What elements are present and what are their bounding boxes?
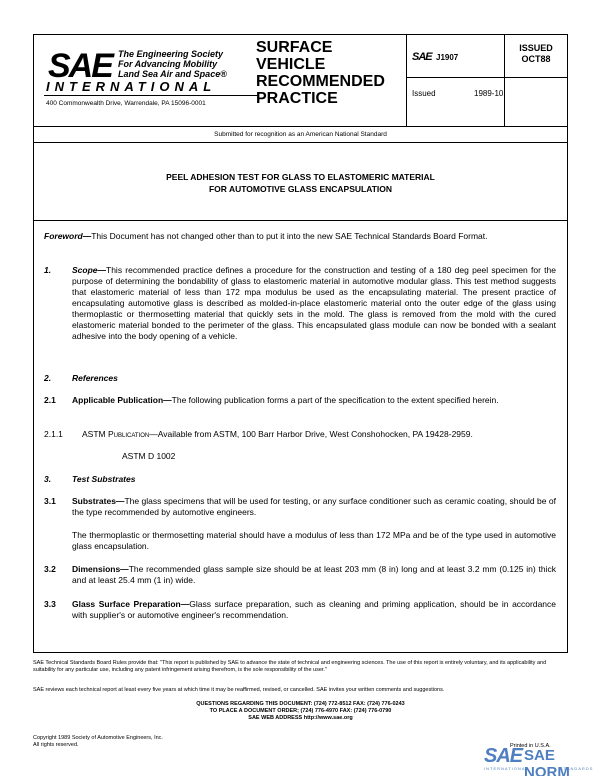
- document-frame: [33, 34, 568, 653]
- document-type: SURFACE VEHICLE RECOMMENDED PRACTICE: [256, 39, 385, 107]
- issued-header: ISSUED OCT88: [519, 43, 553, 64]
- section-number: 2.1: [44, 395, 56, 405]
- printed-note: Printed in U.S.A.: [510, 743, 551, 749]
- section-number: 3.2: [44, 564, 56, 574]
- submitted-note: Submitted for recognition as an American National Standard: [214, 131, 387, 138]
- astm-reference-item: ASTM D 1002: [122, 451, 176, 461]
- board-rules: SAE Technical Standards Board Rules provide that: "This report is published by SAE to advance the state of technical and engineering sciences. The use of this report is entirely voluntary, and its applicability and suitability for any particular use, including any patent infringement arising therefrom, is the sole responsibility of the user.": [33, 660, 547, 673]
- web-address: SAE WEB ADDRESS http://www.sae.org: [248, 715, 353, 721]
- stamp-standards-text: STANDARDS: [560, 766, 594, 771]
- international-wordmark: INTERNATIONAL: [46, 79, 217, 94]
- section-number: 3.3: [44, 599, 56, 609]
- sae-address: 400 Commonwealth Drive, Warrendale, PA 15096-0001: [46, 100, 206, 107]
- stamp-norm-text: SAE NORM: [524, 747, 570, 776]
- scope-paragraph: Scope—This recommended practice defines a procedure for the construction and testing of a 180 deg peel specimen for the purpose of determining the bondability of glass to elastomeric material in automotive modular glass. This test method suggests that elastomeric material of less than 172 mpa modulus be used as the encapsulating material. The present practice of encapsulating automotive glass is described as molded-in-place elastomeric material onto the outer edge of the glass using thermoplastic or thermosetting material that quickly sets in the mold. The glass is removed from the mold with the cured elastomeric material bonded to the perimeter of the glass. This encapsulated glass module can now be bonded with a sealant adhesive into the body opening of a vehicle.: [72, 265, 556, 341]
- section-number: 2.1.1: [44, 429, 63, 439]
- logo-rule: [44, 95, 259, 96]
- header-divider: [406, 77, 567, 78]
- document-title: PEEL ADHESION TEST FOR GLASS TO ELASTOMERIC MATERIAL FOR AUTOMOTIVE GLASS ENCAPSULATION: [166, 172, 435, 194]
- section-number: 2.: [44, 373, 52, 383]
- section-number: 3.: [44, 474, 52, 484]
- stamp-intl-text: INTERNATIONAL: [484, 766, 529, 771]
- header-divider: [406, 35, 407, 126]
- foreword-paragraph: Foreword—This Document has not changed other than to put it into the new SAE Technical Standards Board Format.: [44, 231, 488, 241]
- order-contact: TO PLACE A DOCUMENT ORDER; (724) 776-4970 FAX: (724) 776-0790: [209, 708, 392, 714]
- sae-logo: SAE: [48, 47, 112, 85]
- section-heading: References: [72, 373, 118, 383]
- substrates-paragraph-2: The thermoplastic or thermosetting material should have a modulus of less than 172 MPa and be of the type used in automotive glass encapsulation.: [72, 530, 556, 551]
- header-divider: [504, 35, 505, 126]
- issued-label: Issued: [412, 89, 436, 98]
- section-number: 1.: [44, 265, 52, 275]
- questions-contact: QUESTIONS REGARDING THIS DOCUMENT: (724) 772-8512 FAX: (724) 776-0243: [196, 701, 405, 707]
- document-header: [34, 35, 567, 143]
- substrates-paragraph: Substrates—The glass specimens that will be used for testing, or any surface conditioner such as ceramic coating, should be of the type recommended by automotive engineers.: [72, 496, 556, 517]
- section-number: 3.1: [44, 496, 56, 506]
- header-divider: [34, 126, 567, 127]
- copyright: Copyright 1989 Society of Automotive Engineers, Inc. All rights reserved.: [33, 735, 163, 748]
- stamp-sae-text: SAE: [484, 745, 523, 767]
- issued-date: 1989-10: [474, 89, 504, 98]
- astm-publication-paragraph: ASTM Publication—Available from ASTM, 100 Barr Harbor Drive, West Conshohocken, PA 19428-2959.: [82, 429, 473, 439]
- sae-norm-stamp: [484, 745, 594, 776]
- title-box: [34, 143, 567, 221]
- sae-small-logo: SAE: [412, 51, 432, 63]
- surface-preparation-paragraph: Glass Surface Preparation—Glass surface preparation, such as cleaning and priming application, should be in accordance with supplier's or automotive engineer's recommendation.: [72, 599, 557, 620]
- document-number: J1907: [436, 53, 459, 62]
- dimensions-paragraph: Dimensions—The recommended glass sample size should be at least 203 mm (8 in) long and at least 3.2 mm (0.125 in) thick and at least 25.4 mm (1 in) wide.: [72, 564, 556, 585]
- section-heading: Test Substrates: [72, 474, 136, 484]
- review-note: SAE reviews each technical report at least every five years at which time it may be reaffirmed, revised, or cancelled. SAE invites your written comments and suggestions.: [33, 687, 445, 693]
- applicable-publication-paragraph: Applicable Publication—The following publication forms a part of the specification to the extent specified herein.: [72, 395, 499, 405]
- society-tagline: The Engineering Society For Advancing Mobility Land Sea Air and Space®: [118, 49, 227, 79]
